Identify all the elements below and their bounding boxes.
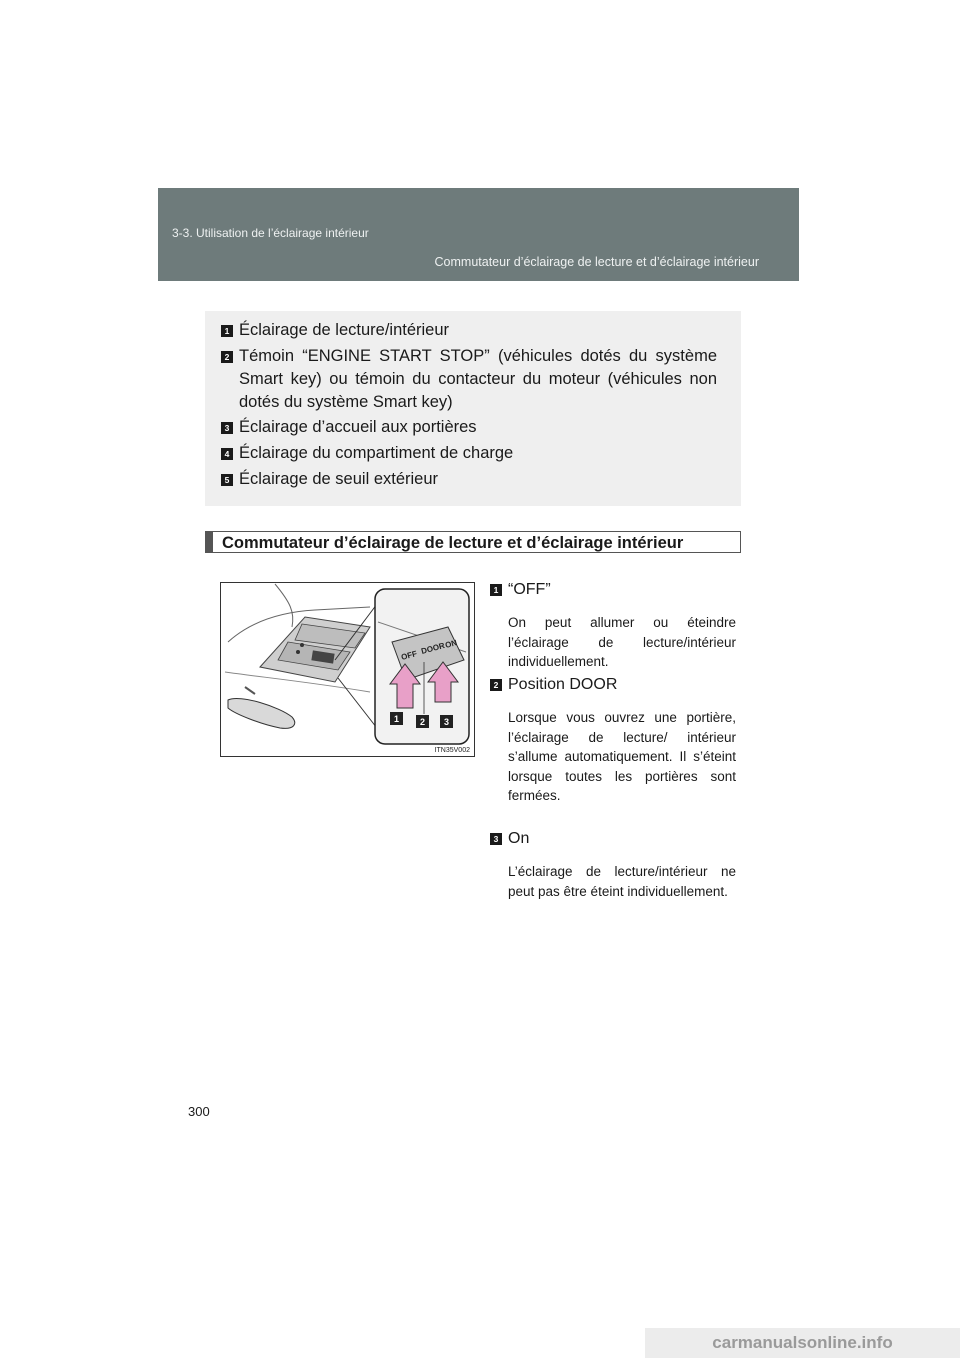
- callout-1: 1: [393, 714, 400, 724]
- callout-3: 3: [443, 717, 450, 727]
- watermark: carmanualsonline.info: [645, 1328, 960, 1358]
- legend-number-badge: 3: [221, 422, 233, 434]
- chapter-section-title: 3-3. Utilisation de l’éclairage intérieur: [172, 226, 369, 240]
- position-description: L’éclairage de lecture/intérieur ne peut pas être éteint individuellement.: [508, 864, 736, 899]
- section-heading-bar: [205, 531, 741, 553]
- position-number-badge: 2: [490, 679, 502, 691]
- position-heading: On: [508, 830, 530, 847]
- chapter-header: [158, 188, 799, 281]
- position-number-badge: 1: [490, 584, 502, 596]
- section-heading-title: Commutateur d’éclairage de lecture et d’éclairage intérieur: [222, 534, 684, 552]
- legend-item-text: Témoin “ENGINE START STOP” (véhicules dotés du système Smart key) ou témoin du contacteur du moteur (véhicules non dotés du système Smart key): [239, 347, 717, 411]
- position-heading: Position DOOR: [508, 676, 618, 693]
- page-number: 300: [188, 1104, 210, 1119]
- figure-code: ITN35V002: [434, 747, 470, 754]
- legend-item-text: Éclairage de seuil extérieur: [239, 470, 439, 488]
- position-number-badge: 3: [490, 833, 502, 845]
- legend-box: [205, 311, 741, 506]
- legend-number-badge: 4: [221, 448, 233, 460]
- callout-2: 2: [419, 717, 426, 727]
- legend-number-badge: 5: [221, 474, 233, 486]
- switch-label-on: ON: [444, 638, 459, 650]
- chapter-subtitle: Commutateur d’éclairage de lecture et d’éclairage intérieur: [434, 255, 759, 269]
- switch-label-off: OFF: [400, 649, 418, 662]
- legend-item-text: Éclairage de lecture/intérieur: [239, 321, 450, 339]
- section-heading-accent: [206, 532, 213, 552]
- switch-label-door: DOOR: [420, 641, 446, 656]
- legend-item-text: Éclairage du compartiment de charge: [239, 444, 514, 462]
- switch-illustration: [220, 582, 475, 757]
- legend-item-text: Éclairage d’accueil aux portières: [239, 418, 477, 436]
- legend-number-badge: 2: [221, 351, 233, 363]
- position-description: On peut allumer ou éteindre l’éclairage de lecture/intérieur individuellement.: [508, 615, 736, 669]
- position-heading: “OFF”: [508, 581, 551, 598]
- legend-number-badge: 1: [221, 325, 233, 337]
- position-description: Lorsque vous ouvrez une portière, l’éclairage de lecture/ intérieur s’allume automatiquement. Il s’éteint lorsque toutes les portières sont fermées.: [508, 710, 736, 803]
